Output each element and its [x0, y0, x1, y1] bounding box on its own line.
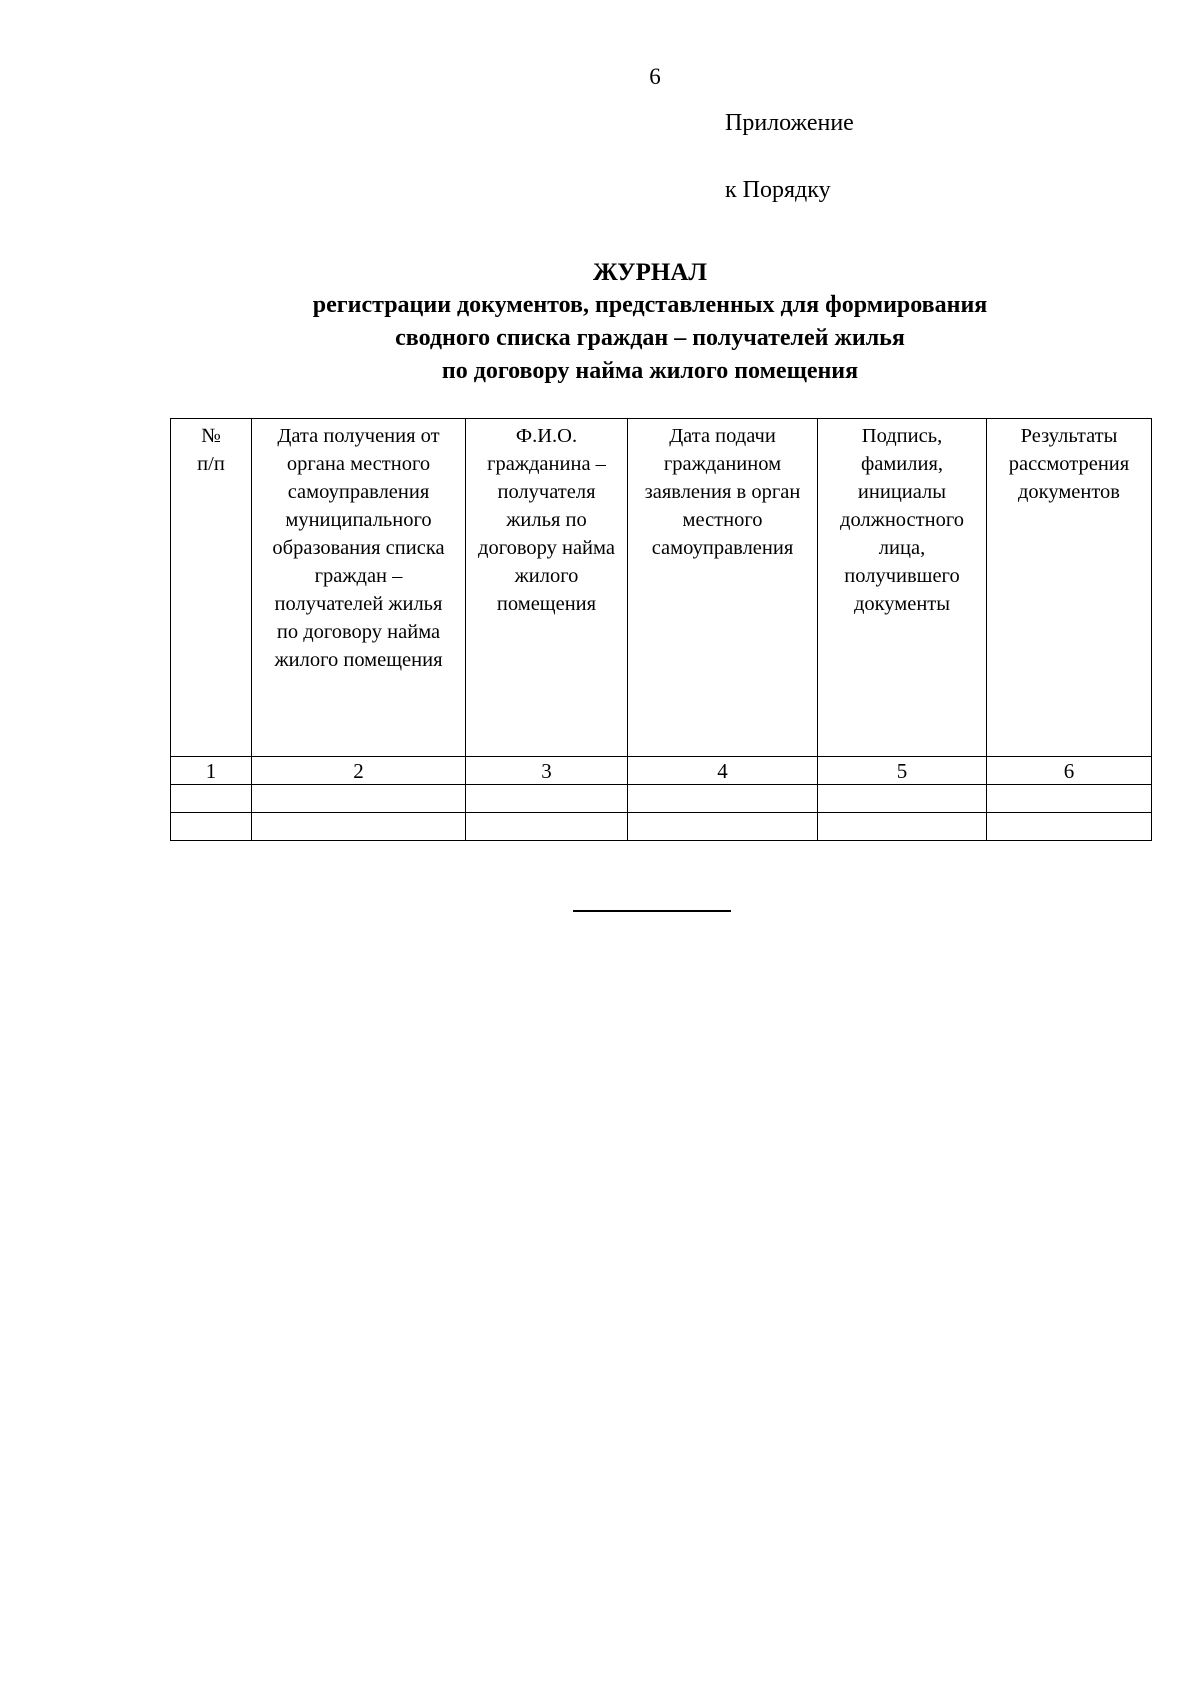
title-line-3: по договору найма жилого помещения [441, 358, 859, 384]
table-header-row [171, 419, 1152, 757]
column-number: 3 [466, 757, 628, 785]
appendix-reference: к Порядку [725, 177, 831, 203]
table-cell [987, 785, 1152, 813]
table-row [171, 785, 1152, 813]
title-line-2: сводного списка граждан – получателей жилья [395, 325, 905, 351]
page-number: 6 [649, 64, 661, 89]
column-header: Результаты рассмотрения документов [987, 419, 1152, 757]
table-cell [252, 813, 466, 841]
table-cell [466, 785, 628, 813]
table-cell [252, 785, 466, 813]
title-line-1: регистрации документов, представленных для формирования [312, 292, 988, 318]
registration-journal-table [170, 418, 1152, 841]
closing-rule [573, 910, 731, 912]
table-cell [818, 785, 987, 813]
title-heading: ЖУРНАЛ [592, 259, 708, 286]
column-number: 1 [171, 757, 252, 785]
table-cell [628, 813, 818, 841]
column-number: 2 [252, 757, 466, 785]
table-cell [171, 785, 252, 813]
column-header: Подпись, фамилия, инициалы должностного лица, получившего документы [818, 419, 987, 757]
table-cell [987, 813, 1152, 841]
table-row [171, 813, 1152, 841]
appendix-label: Приложение [725, 110, 854, 136]
column-number: 4 [628, 757, 818, 785]
table-cell [628, 785, 818, 813]
column-number: 5 [818, 757, 987, 785]
column-header: Дата получения от органа местного самоуправления муниципального образования списка граждан – получателей жилья по договору найма жилого помещения [252, 419, 466, 757]
table-cell [818, 813, 987, 841]
column-number-row [171, 757, 1152, 785]
table-cell [466, 813, 628, 841]
document-title [150, 256, 1150, 388]
column-header: Дата подачи гражданином заявления в орган местного самоуправления [628, 419, 818, 757]
column-header: Ф.И.О. гражданина – получателя жилья по договору найма жилого помещения [466, 419, 628, 757]
column-header: № п/п [171, 419, 252, 757]
column-number: 6 [987, 757, 1152, 785]
table-cell [171, 813, 252, 841]
